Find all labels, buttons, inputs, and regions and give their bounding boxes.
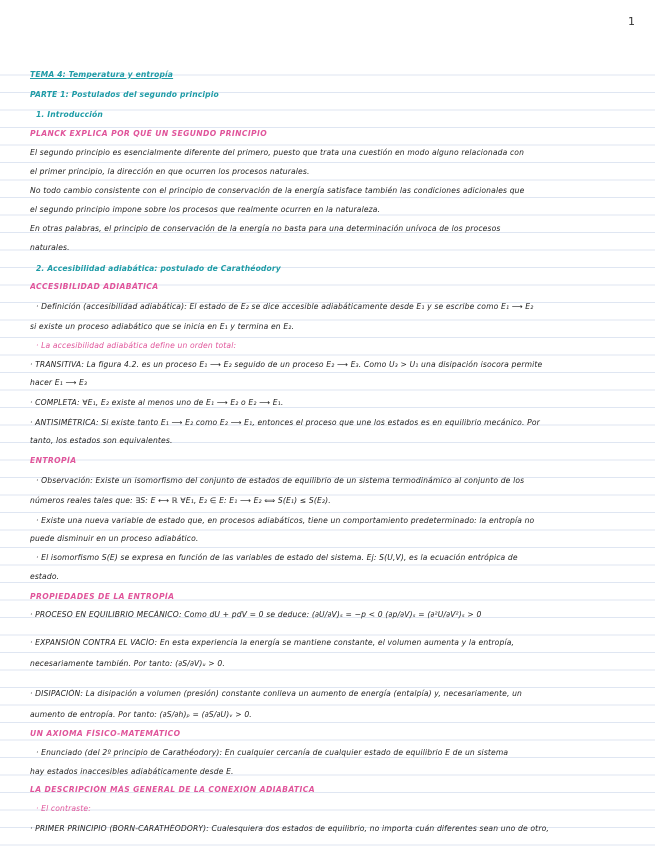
note-line: hacer E₁ ⟶ E₃: [30, 378, 88, 387]
note-line: · Existe una nueva variable de estado que, en procesos adiabáticos, tiene un comportamiento predeterminado: la entropía no: [36, 516, 535, 525]
note-line: · ANTISIMÉTRICA: Si existe tanto E₁ ⟶ E₂ como E₂ ⟶ E₁, entonces el proceso que une los estados es en equilibrio mecánico. Por: [30, 418, 540, 427]
section-heading: LA DESCRIPCIÓN MÁS GENERAL DE LA CONEXIÓN ADIABÁTICA: [30, 785, 315, 794]
note-line: estado.: [30, 572, 60, 581]
note-line: si existe un proceso adiabático que se inicia en E₁ y termina en E₂.: [30, 322, 295, 331]
note-line: necesariamente también. Por tanto: (∂S/∂V)ᵤ > 0.: [30, 659, 225, 668]
note-line: · COMPLETA: ∀E₁, E₂ existe al menos uno de E₁ ⟶ E₂ o E₂ ⟶ E₁.: [30, 398, 284, 407]
topic-heading: PARTE 1: Postulados del segundo principio: [30, 90, 219, 99]
note-line: · EXPANSIÓN CONTRA EL VACÍO: En esta experiencia la energía se mantiene constante, el volumen aumenta y la entropía,: [30, 638, 515, 647]
note-line: naturales.: [30, 243, 70, 252]
note-line: · Enunciado (del 2º principio de Carathéodory): En cualquier cercanía de cualquier estado de equilibrio E de un sistema: [36, 748, 509, 757]
note-line: aumento de entropía. Por tanto: (∂S/∂h)ₚ = (∂S/∂U)ᵥ > 0.: [30, 710, 252, 719]
section-heading: UN AXIOMA FÍSICO-MATEMÁTICO: [30, 729, 181, 738]
section-heading: · La accesibilidad adiabática define un orden total:: [36, 341, 237, 350]
note-line: · Observación: Existe un isomorfismo del conjunto de estados de equilibrio de un sistema termodinámico al conjunto de los: [36, 476, 525, 485]
section-heading: PLANCK EXPLICA POR QUÉ UN SEGUNDO PRINCIPIO: [30, 129, 268, 138]
note-line: hay estados inaccesibles adiabáticamente desde E.: [30, 767, 234, 776]
note-line: El segundo principio es esencialmente diferente del primero, puesto que trata una cuestión en modo alguno relacionada con: [30, 148, 525, 157]
section-heading: ACCESIBILIDAD ADIABÁTICA: [30, 282, 159, 291]
section-heading: · El contraste:: [36, 804, 91, 813]
note-line: tanto, los estados son equivalentes.: [30, 436, 173, 445]
note-line: · PROCESO EN EQUILIBRIO MECÁNICO: Como dU + pdV = 0 se deduce: (∂U/∂V)ₛ = −p < 0 (∂p/∂V)ₛ = (∂²U/∂V²)ₛ > 0: [30, 610, 482, 619]
section-heading: ENTROPÍA: [30, 456, 77, 465]
page-number: 1: [628, 15, 635, 28]
note-line: · TRANSITIVA: La figura 4.2. es un proceso E₁ ⟶ E₂ seguido de un proceso E₂ ⟶ E₃. Como U₃ > U₁ una disipación isocora permite: [30, 360, 543, 369]
note-line: No todo cambio consistente con el principio de conservación de la energía satisface también las condiciones adicionales que: [30, 186, 525, 195]
section-heading: PROPIEDADES DE LA ENTROPÍA: [30, 592, 175, 601]
note-line: números reales tales que: ∃S: E ⟷ ℝ ∀E₁, E₂ ∈ E: E₁ ⟶ E₂ ⟺ S(E₁) ≤ S(E₂).: [30, 496, 331, 505]
note-line: · DISIPACIÓN: La disipación a volumen (presión) constante conlleva un aumento de energía (entalpía) y, necesariamente, un: [30, 689, 523, 698]
topic-heading: TEMA 4: Temperatura y entropía: [30, 70, 174, 79]
note-line: · El isomorfismo S(E) se expresa en función de las variables de estado del sistema. Ej: S(U,V), es la ecuación entrópica de: [36, 553, 518, 562]
note-line: el primer principio, la dirección en que ocurren los procesos naturales.: [30, 167, 310, 176]
note-line: puede disminuir en un proceso adiabático.: [30, 534, 199, 543]
note-line: · Definición (accesibilidad adiabática): El estado de E₂ se dice accesible adiabáticamente desde E₁ y se escribe como E₁ ⟶ E₂: [36, 302, 534, 311]
topic-heading: 2. Accesibilidad adiabática: postulado de Carathéodory: [36, 264, 281, 273]
topic-heading: 1. Introducción: [36, 110, 103, 119]
note-line: el segundo principio impone sobre los procesos que realmente ocurren en la naturaleza.: [30, 205, 381, 214]
note-line: En otras palabras, el principio de conservación de la energía no basta para una determinación unívoca de los procesos: [30, 224, 501, 233]
note-line: · PRIMER PRINCIPIO (BORN-CARATHÉODORY): Cualesquiera dos estados de equilibrio, no importa cuán diferentes sean uno de otro,: [30, 824, 549, 833]
